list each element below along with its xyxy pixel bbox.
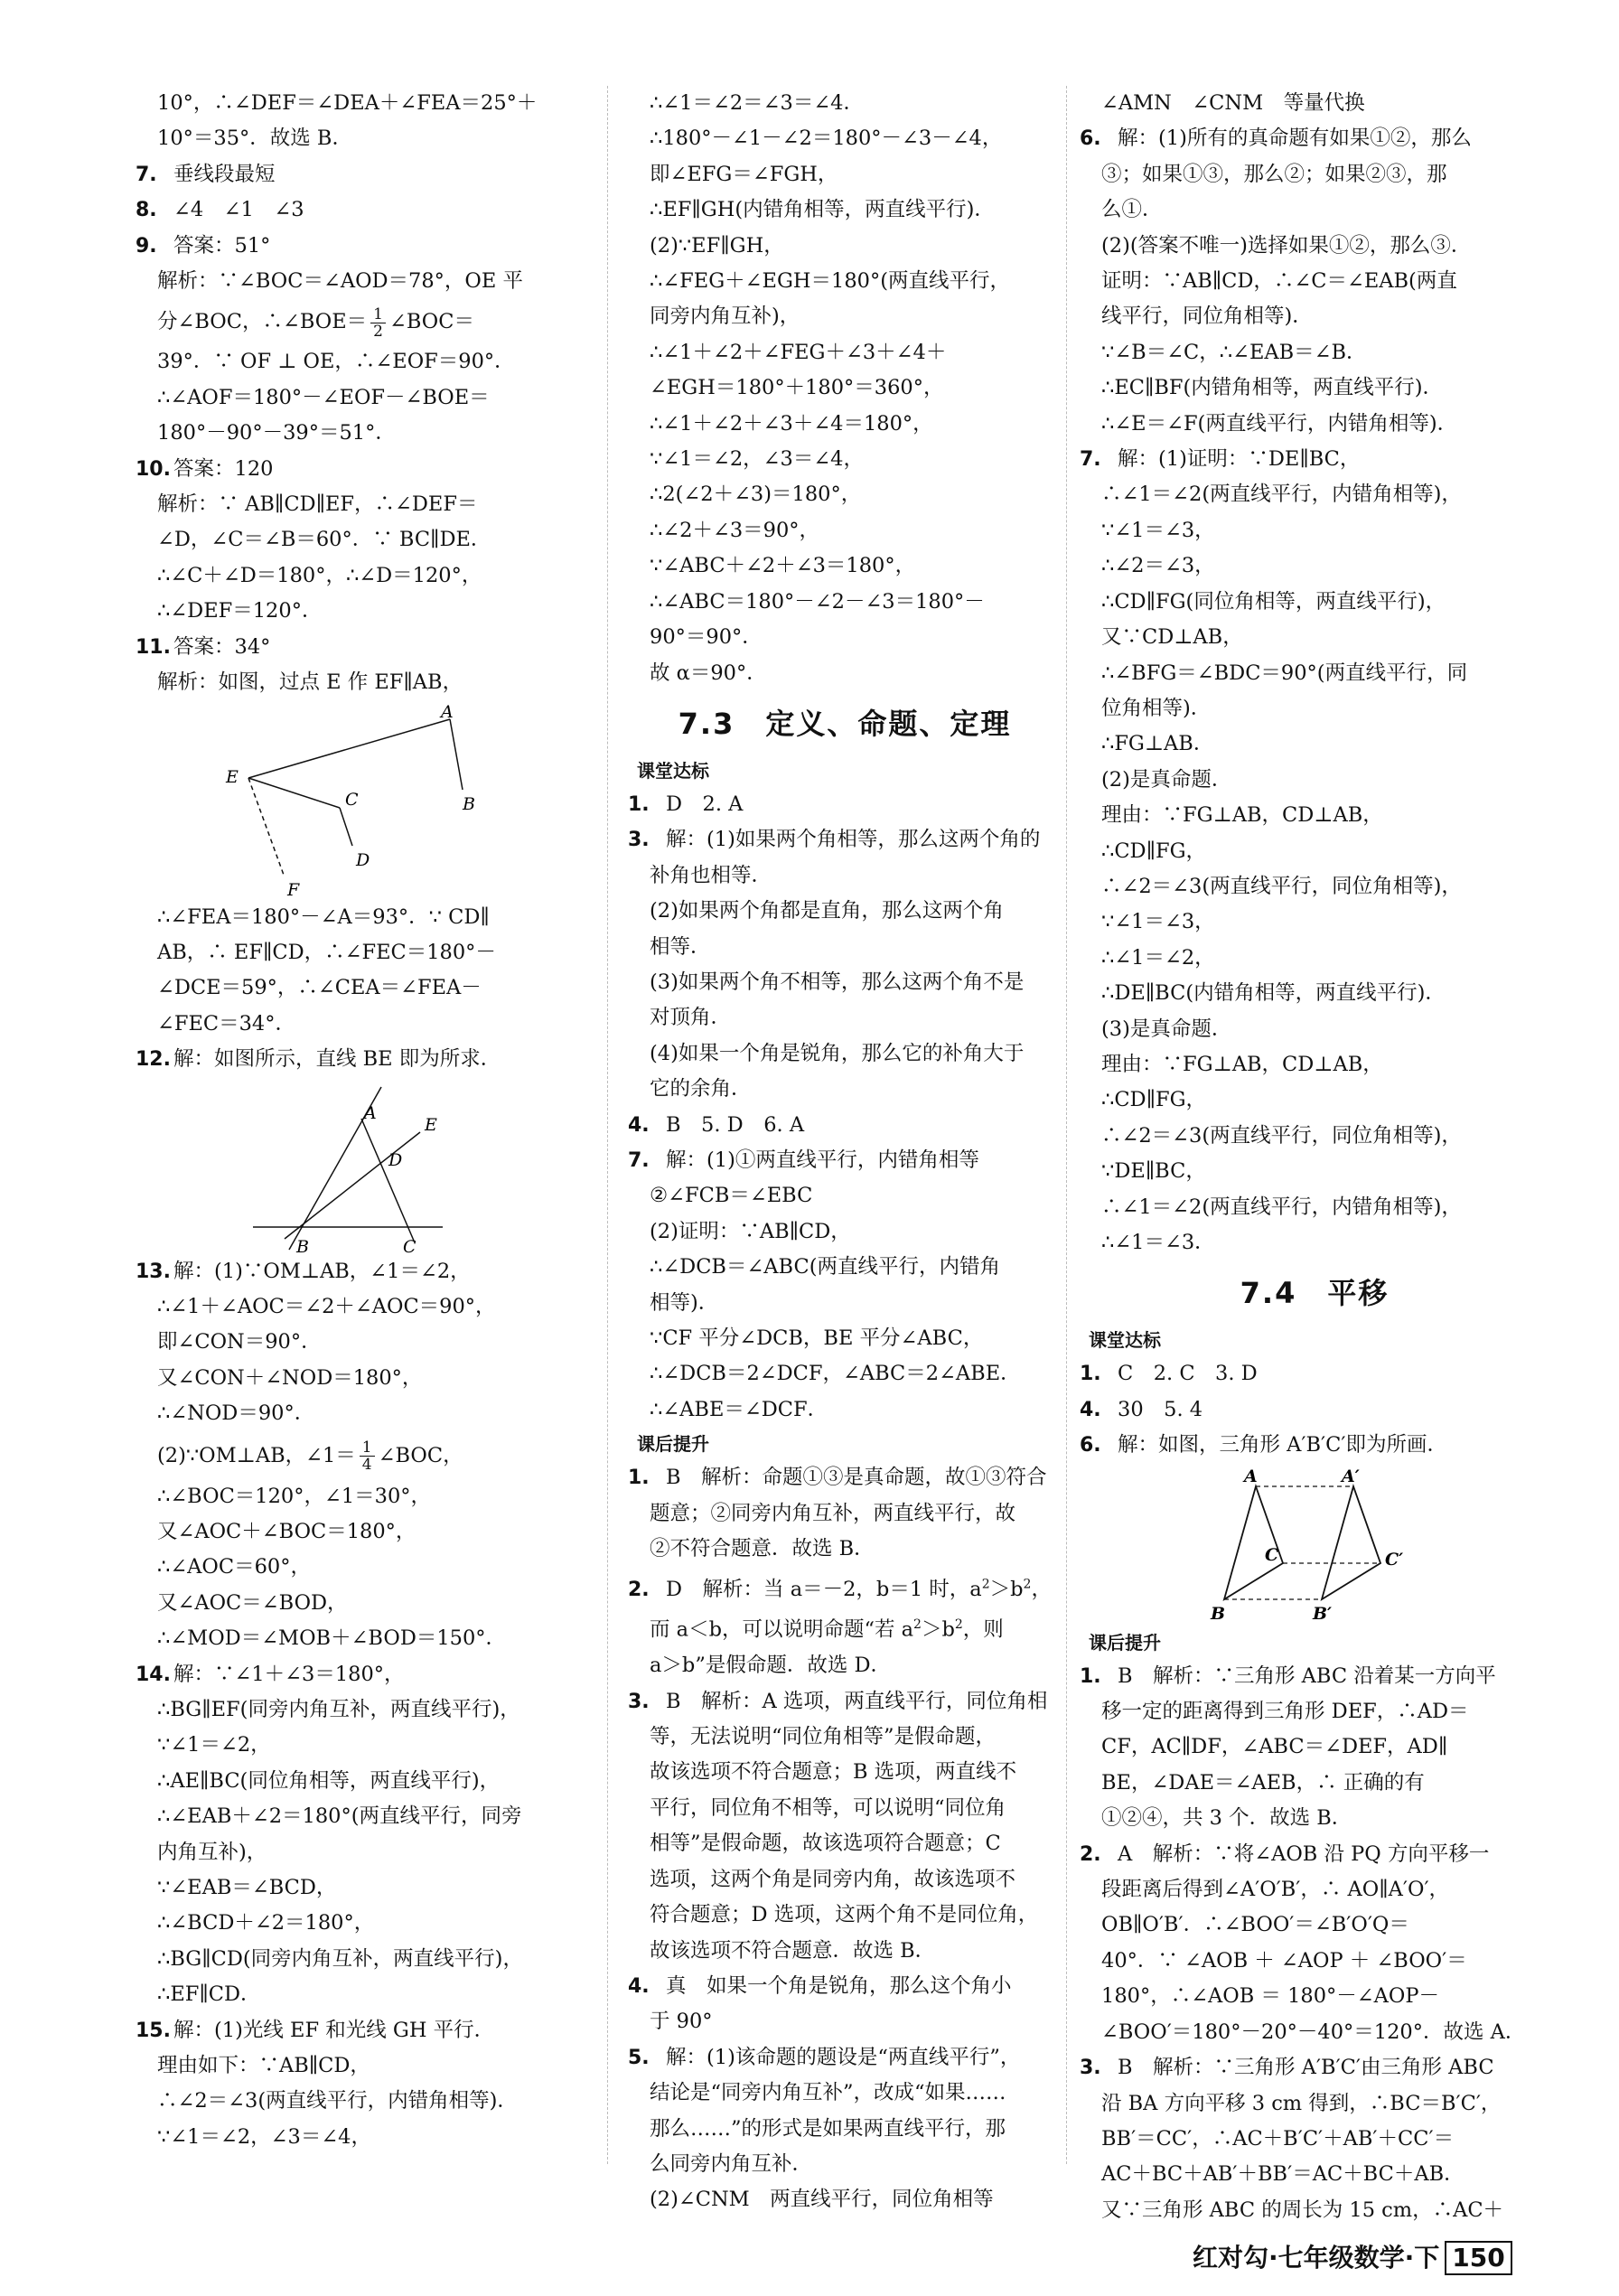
text-line: ∵∠EAB＝∠BCD，	[157, 1876, 337, 1900]
text-line: ∴FG⊥AB．	[1101, 732, 1214, 756]
question-number: 7.	[628, 1148, 650, 1172]
text-line: 解：(1)证明：∵DE∥BC，	[1118, 447, 1361, 472]
text-line: 证明：∵AB∥CD，∴∠C＝∠EAB(两直	[1101, 269, 1457, 294]
text-line: ∴∠1＋∠2＋∠FEG＋∠3＋∠4＋	[650, 340, 947, 364]
text-line: 30 5. 4	[1118, 1397, 1203, 1421]
column-divider	[607, 86, 608, 2164]
text-line: 故该选项不符合题意．故选 B．	[650, 1938, 936, 1963]
text-line: ∴EC∥BF(内错角相等，两直线平行)．	[1101, 376, 1444, 400]
text-line: 平行，同位角不相等，可以说明“同位角	[650, 1795, 1006, 1820]
text-line: OB∥O′B′．∴∠BOO′＝∠B′O′Q＝	[1101, 1913, 1409, 1937]
text-line: a＞b”是假命题．故选 D．	[650, 1654, 892, 1678]
label-A: A	[1244, 1466, 1258, 1486]
question-number: 4.	[628, 1113, 650, 1137]
text-line: ∴∠2＋∠3＝90°，	[650, 518, 820, 542]
text-line: 答案：34°	[173, 634, 271, 659]
text-line: ∵∠1＝∠3，	[1101, 518, 1215, 542]
question-number: 9.	[136, 234, 157, 258]
text-line: ∴∠1＝∠2＝∠3＝∠4．	[650, 91, 864, 115]
text-line: B 解析：A 选项，两直线平行，同位角相	[666, 1689, 1048, 1713]
column-2	[628, 86, 1062, 2218]
text-line: (4)如果一个角是锐角，那么它的补角大于	[650, 1041, 1025, 1065]
text-line: ∴DE∥BC(内错角相等，两直线平行)．	[1101, 981, 1446, 1006]
text-line: ∴∠MOD＝∠MOB＋∠BOD＝150°．	[157, 1626, 507, 1651]
question-number: 12.	[136, 1048, 171, 1072]
text-line: 解：(1)该命题的题设是“两直线平行”，	[666, 2045, 1021, 2069]
text-line: ∴∠1＋∠AOC＝∠2＋∠AOC＝90°，	[157, 1294, 496, 1318]
text-line: ∵∠B＝∠C，∴∠EAB＝∠B．	[1101, 340, 1367, 364]
text-line: 它的余角．	[650, 1077, 752, 1101]
text-line: ∴∠ABC＝180°－∠2－∠3＝180°－	[650, 589, 985, 614]
text-line: ∴∠BFG＝∠BDC＝90°(两直线平行，同	[1101, 661, 1468, 685]
text-line: ∴∠2＝∠3(两直线平行，同位角相等)，	[1101, 874, 1462, 898]
text-line: 选项，这两个角是同旁内角，故该选项不	[650, 1867, 1016, 1891]
text-line: 解：(1)光线 EF 和光线 GH 平行．	[173, 2018, 495, 2042]
label-B: B	[463, 793, 475, 814]
text-line: 理由如下：∵AB∥CD，	[157, 2054, 370, 2078]
text-line: (2)证明：∵AB∥CD，	[650, 1219, 851, 1243]
fraction-quarter: $\frac{1}{4}$	[360, 1439, 375, 1473]
text-line: 符合题意；D 选项，这两个角不是同位角，	[650, 1903, 1039, 1927]
question-number: 5.	[628, 2046, 650, 2069]
text-line: 真 如果一个角是锐角，那么这个角小	[666, 1973, 1012, 1998]
text-line: A 解析：∵将∠AOB 沿 PQ 方向平移一	[1118, 1841, 1490, 1866]
text-line: ∴∠NOD＝90°．	[157, 1401, 315, 1426]
subsection-heading: 课堂达标	[637, 759, 709, 782]
figure-q12	[136, 1078, 587, 1254]
text-line: ∴∠AOF＝180°－∠EOF－∠BOE＝	[157, 385, 490, 409]
text-line: ∴∠1＝∠2(两直线平行，内错角相等)，	[1101, 483, 1462, 507]
text-line: B 5. D 6. A	[666, 1112, 805, 1137]
text-line: ∴BG∥CD(同旁内角互补，两直线平行)，	[157, 1946, 523, 1971]
question-number: 1.	[628, 792, 650, 816]
text-line: 即∠EFG＝∠FGH，	[650, 162, 838, 186]
text-line: ∠4 ∠1 ∠3	[173, 198, 304, 222]
text-line: 解：(1)如果两个角相等，那么这两个角的	[666, 828, 1041, 852]
text-line: 又∠CON＋∠NOD＝180°，	[157, 1365, 423, 1390]
text-line: ∴2(∠2＋∠3)＝180°，	[650, 483, 862, 507]
text-line: ∴∠2＝∠3(两直线平行，内错角相等)．	[157, 2089, 518, 2113]
text-line: ∴∠BCD＋∠2＝180°，	[157, 1911, 375, 1935]
question-number: 4.	[1080, 1398, 1101, 1421]
text-line: 分∠BOC，∴∠BOE＝ $\frac{1}{2}$ ∠BOC＝	[157, 305, 474, 341]
text-line: 位角相等)．	[1101, 696, 1212, 720]
label-E: E	[425, 1114, 437, 1135]
question-number: 1.	[1080, 1664, 1101, 1688]
text-line: 同旁内角互补)，	[650, 305, 800, 329]
question-number: 3.	[1080, 2057, 1101, 2080]
text-line: C 2. C 3. D	[1118, 1362, 1258, 1386]
text-line: ∵∠1＝∠2，∠3＝∠4，	[157, 2124, 371, 2149]
text-line: BE，∠DAE＝∠AEB，∴ 正确的有	[1101, 1770, 1425, 1795]
text-line: 理由：∵FG⊥AB，CD⊥AB，	[1101, 803, 1383, 828]
subsection-heading: 课后提升	[1089, 1631, 1161, 1654]
question-number: 4.	[628, 1974, 650, 1998]
text-line: ∴∠E＝∠F(两直线平行，内错角相等)．	[1101, 411, 1458, 436]
figure-translation	[1080, 1464, 1549, 1626]
text-line: ∵DE∥BC，	[1101, 1159, 1206, 1184]
text-line: ∴∠1＝∠2，	[1101, 945, 1215, 970]
text-line: ∠D，∠C＝∠B＝60°．∵ BC∥DE．	[157, 528, 491, 552]
text-line: B 解析：∵三角形 A′B′C′由三角形 ABC	[1118, 2056, 1494, 2080]
subsection-heading: 课后提升	[637, 1433, 709, 1456]
text-line: 对顶角．	[650, 1006, 732, 1030]
text-line: D 2. A	[666, 792, 744, 816]
label-A: A	[364, 1102, 377, 1123]
text-line: 解析：∵ AB∥CD∥EF，∴∠DEF＝	[157, 492, 478, 517]
text-line: 又∵CD⊥AB，	[1101, 625, 1243, 650]
text-line: 相等．	[650, 934, 711, 959]
text-line: (2)(答案不唯一)选择如果①②，那么③．	[1101, 233, 1472, 258]
text-line: ∴∠ABE＝∠DCF．	[650, 1397, 828, 1421]
question-number: 13.	[136, 1260, 171, 1283]
text-line: ∴∠2＝∠3，	[1101, 554, 1215, 578]
label-D: D	[356, 849, 370, 870]
text-line: 即∠CON＝90°．	[157, 1330, 322, 1354]
label-C: C	[1265, 1544, 1279, 1565]
column-divider	[1066, 86, 1067, 2164]
text-line: 解：如图，三角形 A′B′C′即为所画．	[1118, 1433, 1447, 1457]
text-line: ∠BOO′＝180°－20°－40°＝120°．故选 A．	[1101, 2020, 1526, 2044]
text-line: 解：(1)∵OM⊥AB，∠1＝∠2，	[173, 1259, 471, 1283]
question-number: 6.	[1080, 127, 1101, 151]
text-line: ∴AE∥BC(同位角相等，两直线平行)，	[157, 1768, 501, 1793]
text-line: (3)如果两个角不相等，那么这两个角不是	[650, 970, 1025, 994]
text-line: 40°．∵ ∠AOB ＋ ∠AOP ＋ ∠BOO′＝	[1101, 1948, 1467, 1973]
text-line: ∴EF∥CD．	[157, 1982, 261, 2007]
text-line: ∠AMN ∠CNM 等量代换	[1101, 91, 1365, 115]
text-line: ③；如果①③，那么②；如果②③，那	[1101, 162, 1447, 186]
text-line: B 解析：命题①③是真命题，故①③符合	[666, 1466, 1047, 1490]
question-number: 3.	[628, 829, 650, 852]
text-line: 180°，∴∠AOB ＝ 180°－∠AOP－	[1101, 1984, 1439, 2009]
text-line: 180°－90°－39°＝51°．	[157, 421, 396, 445]
label-C-prime: C′	[1385, 1549, 1404, 1570]
text-line: ②∠FCB＝∠EBC	[650, 1184, 813, 1208]
text-line: 答案：120	[173, 456, 274, 481]
section-heading: 7.4 平移	[1240, 1276, 1390, 1311]
figure-q11	[136, 701, 587, 900]
text-line: (2)是真命题．	[1101, 767, 1232, 792]
text-line: 答案：51°	[173, 233, 271, 258]
subsection-heading: 课堂达标	[1089, 1329, 1161, 1352]
text-line: D 解析：当 a＝－2，b＝1 时，$a^2>b^2$，	[666, 1577, 1052, 1601]
text-line: 垂线段最短	[173, 162, 276, 186]
question-number: 6.	[1080, 1434, 1101, 1457]
label-E: E	[226, 766, 239, 787]
text-line: 沿 BA 方向平移 3 cm 得到，∴BC＝B′C′，	[1101, 2091, 1502, 2115]
text-line: 解：如图所示，直线 BE 即为所求．	[173, 1047, 501, 1072]
text-line: AB，∴ EF∥CD，∴∠FEC＝180°－	[157, 940, 496, 964]
text-line: 解：(1)①两直线平行，内错角相等	[666, 1148, 979, 1172]
text-line: (2)∵OM⊥AB，∠1＝ $\frac{1}{4}$ ∠BOC，	[157, 1439, 463, 1475]
column-1	[136, 86, 587, 2155]
label-C: C	[345, 789, 359, 810]
text-line: 内角互补)，	[157, 1840, 267, 1864]
text-line: ∵∠1＝∠2，∠3＝∠4，	[650, 447, 864, 472]
text-line: ∴EF∥GH(内错角相等，两直线平行)．	[650, 198, 995, 222]
text-line: 又∠AOC＝∠BOD，	[157, 1590, 348, 1615]
text-line: 题意；②同旁内角互补，两直线平行，故	[650, 1501, 1016, 1525]
text-line: 于 90°	[650, 2010, 713, 2034]
label-B: B	[296, 1236, 309, 1254]
text-line: (2)∵EF∥GH，	[650, 233, 784, 258]
text-line: 结论是“同旁内角互补”，改成“如果……	[650, 2081, 1006, 2105]
text-line: ∵CF 平分∠DCB，BE 平分∠ABC，	[650, 1326, 984, 1350]
label-D: D	[388, 1149, 403, 1170]
text-line: ∴∠C＋∠D＝180°，∴∠D＝120°，	[157, 563, 482, 587]
text-line: ∴∠DCB＝2∠DCF，∠ABC＝2∠ABE．	[650, 1362, 1021, 1386]
text-line: ∴∠FEA＝180°－∠A＝93°．∵ CD∥	[157, 904, 490, 929]
label-A: A	[441, 701, 454, 722]
text-line: 么同旁内角互补．	[650, 2151, 813, 2176]
text-line: 39°．∵ OF ⊥ OE，∴∠EOF＝90°．	[157, 350, 515, 374]
fraction-half: $\frac{1}{2}$	[370, 306, 386, 340]
question-number: 15.	[136, 2019, 171, 2042]
text-line: 相等”是假命题，故该选项符合题意；C	[650, 1832, 1001, 1856]
question-number: 7.	[1080, 448, 1101, 472]
column-3	[1080, 86, 1549, 2228]
text-line: 解析：∵∠BOC＝∠AOD＝78°，OE 平	[157, 269, 523, 294]
text-line: ∴∠DEF＝120°．	[157, 599, 323, 623]
text-line: 理由：∵FG⊥AB，CD⊥AB，	[1101, 1052, 1383, 1076]
text-line: ∴∠1＝∠2(两直线平行，内错角相等)，	[1101, 1195, 1462, 1219]
text-line: 等，无法说明“同位角相等”是假命题，	[650, 1725, 997, 1749]
label-F: F	[287, 879, 300, 900]
text-line: ∴CD∥FG，	[1101, 839, 1207, 863]
question-number: 2.	[1080, 1842, 1101, 1866]
text-line: ∠EGH＝180°＋180°＝360°，	[650, 376, 944, 400]
book-title: 红对勾·七年级数学·下	[1193, 2243, 1440, 2273]
text-line: ∠FEC＝34°．	[157, 1011, 295, 1036]
text-line: 10°＝35°．故选 B．	[157, 127, 352, 151]
question-number: 2.	[628, 1578, 650, 1601]
text-line: ∵∠1＝∠2，	[157, 1733, 271, 1757]
text-line: 线平行，同位角相等)．	[1101, 305, 1313, 329]
text-line: (2)如果两个角都是直角，那么这两个角	[650, 899, 1004, 923]
question-number: 3.	[628, 1690, 650, 1713]
text-line: AC＋BC＋AB′＋BB′＝AC＋BC＋AB．	[1101, 2162, 1465, 2187]
text-line: BB′＝CC′，∴AC＋B′C′＋AB′＋CC′＝	[1101, 2126, 1455, 2151]
text-line: 解析：如图，过点 E 作 EF∥AB，	[157, 670, 463, 695]
text-line: ∵∠ABC＋∠2＋∠3＝180°，	[650, 554, 916, 578]
text-line: 解：∵∠1＋∠3＝180°，	[173, 1662, 405, 1686]
page-footer	[1193, 2238, 1512, 2275]
text-line: ∠DCE＝59°，∴∠CEA＝∠FEA－	[157, 976, 482, 1000]
text-line: CF，AC∥DF，∠ABC＝∠DEF，AD∥	[1101, 1735, 1448, 1759]
label-B: B	[1211, 1603, 1226, 1624]
text-line: ∴180°－∠1－∠2＝180°－∠3－∠4，	[650, 127, 1003, 151]
question-number: 7.	[136, 163, 157, 186]
text-line: (3)是真命题．	[1101, 1017, 1232, 1041]
question-number: 1.	[1080, 1363, 1101, 1386]
page-number: 150	[1445, 2241, 1511, 2275]
text-line: 故该选项不符合题意；B 选项，两直线不	[650, 1760, 1017, 1785]
text-line: ∵∠1＝∠3，	[1101, 910, 1215, 934]
label-B-prime: B′	[1313, 1603, 1333, 1624]
text-line: 补角也相等．	[650, 863, 772, 887]
text-line: ①②④，共 3 个．故选 B．	[1101, 1806, 1352, 1831]
text-line: ∴CD∥FG，	[1101, 1088, 1207, 1112]
text-line: 而 a＜b，可以说明命题“若 $a^2>b^2$，则	[650, 1617, 1004, 1642]
text-line: 解：(1)所有的真命题有如果①②，那么	[1118, 127, 1472, 151]
text-line: ∴BG∥EF(同旁内角互补，两直线平行)，	[157, 1698, 520, 1721]
text-line: 相等)．	[650, 1290, 719, 1315]
text-line: (2)∠CNM 两直线平行，同位角相等	[650, 2188, 994, 2212]
text-line: 那么……”的形式是如果两直线平行，那	[650, 2116, 1006, 2141]
text-line: ∴∠AOC＝60°，	[157, 1555, 311, 1579]
text-line: ∴∠2＝∠3(两直线平行，同位角相等)，	[1101, 1123, 1462, 1148]
text-line: B 解析：∵三角形 ABC 沿着某一方向平	[1118, 1663, 1496, 1688]
label-A-prime: A′	[1342, 1466, 1360, 1486]
text-line: 90°＝90°．	[650, 625, 763, 650]
text-line: ∴∠EAB＋∠2＝180°(两直线平行，同旁	[157, 1804, 522, 1829]
text-line: 移一定的距离得到三角形 DEF，∴AD＝	[1101, 1700, 1469, 1724]
label-C: C	[403, 1236, 416, 1254]
text-line: 又∠AOC＋∠BOC＝180°，	[157, 1519, 416, 1543]
text-line: ∴∠1＋∠2＋∠3＋∠4＝180°，	[650, 411, 933, 436]
text-line: 段距离后得到∠A′O′B′，∴ AO∥A′O′，	[1101, 1878, 1450, 1902]
question-number: 8.	[136, 199, 157, 222]
text-line: 故 α＝90°．	[650, 661, 767, 685]
text-line: 么①．	[1101, 198, 1163, 222]
text-line: ∴∠FEG＋∠EGH＝180°(两直线平行，	[650, 269, 1011, 294]
section-heading: 7.3 定义、命题、定理	[678, 706, 1012, 741]
text-line: ∴∠1＝∠3．	[1101, 1231, 1215, 1254]
text-line: 10°，∴∠DEF＝∠DEA＋∠FEA＝25°＋	[157, 91, 538, 115]
text-line: ∴CD∥FG(同位角相等，两直线平行)，	[1101, 589, 1446, 614]
question-number: 14.	[136, 1663, 171, 1686]
question-number: 10.	[136, 457, 171, 481]
text-line: ∴∠DCB＝∠ABC(两直线平行，内错角	[650, 1255, 1001, 1279]
question-number: 11.	[136, 635, 171, 659]
text-line: ②不符合题意．故选 B．	[650, 1537, 875, 1561]
question-number: 1.	[628, 1467, 650, 1490]
text-line: 又∵三角形 ABC 的周长为 15 cm，∴AC＋	[1101, 2198, 1504, 2222]
text-line: ∴∠BOC＝120°，∠1＝30°，	[157, 1484, 432, 1508]
